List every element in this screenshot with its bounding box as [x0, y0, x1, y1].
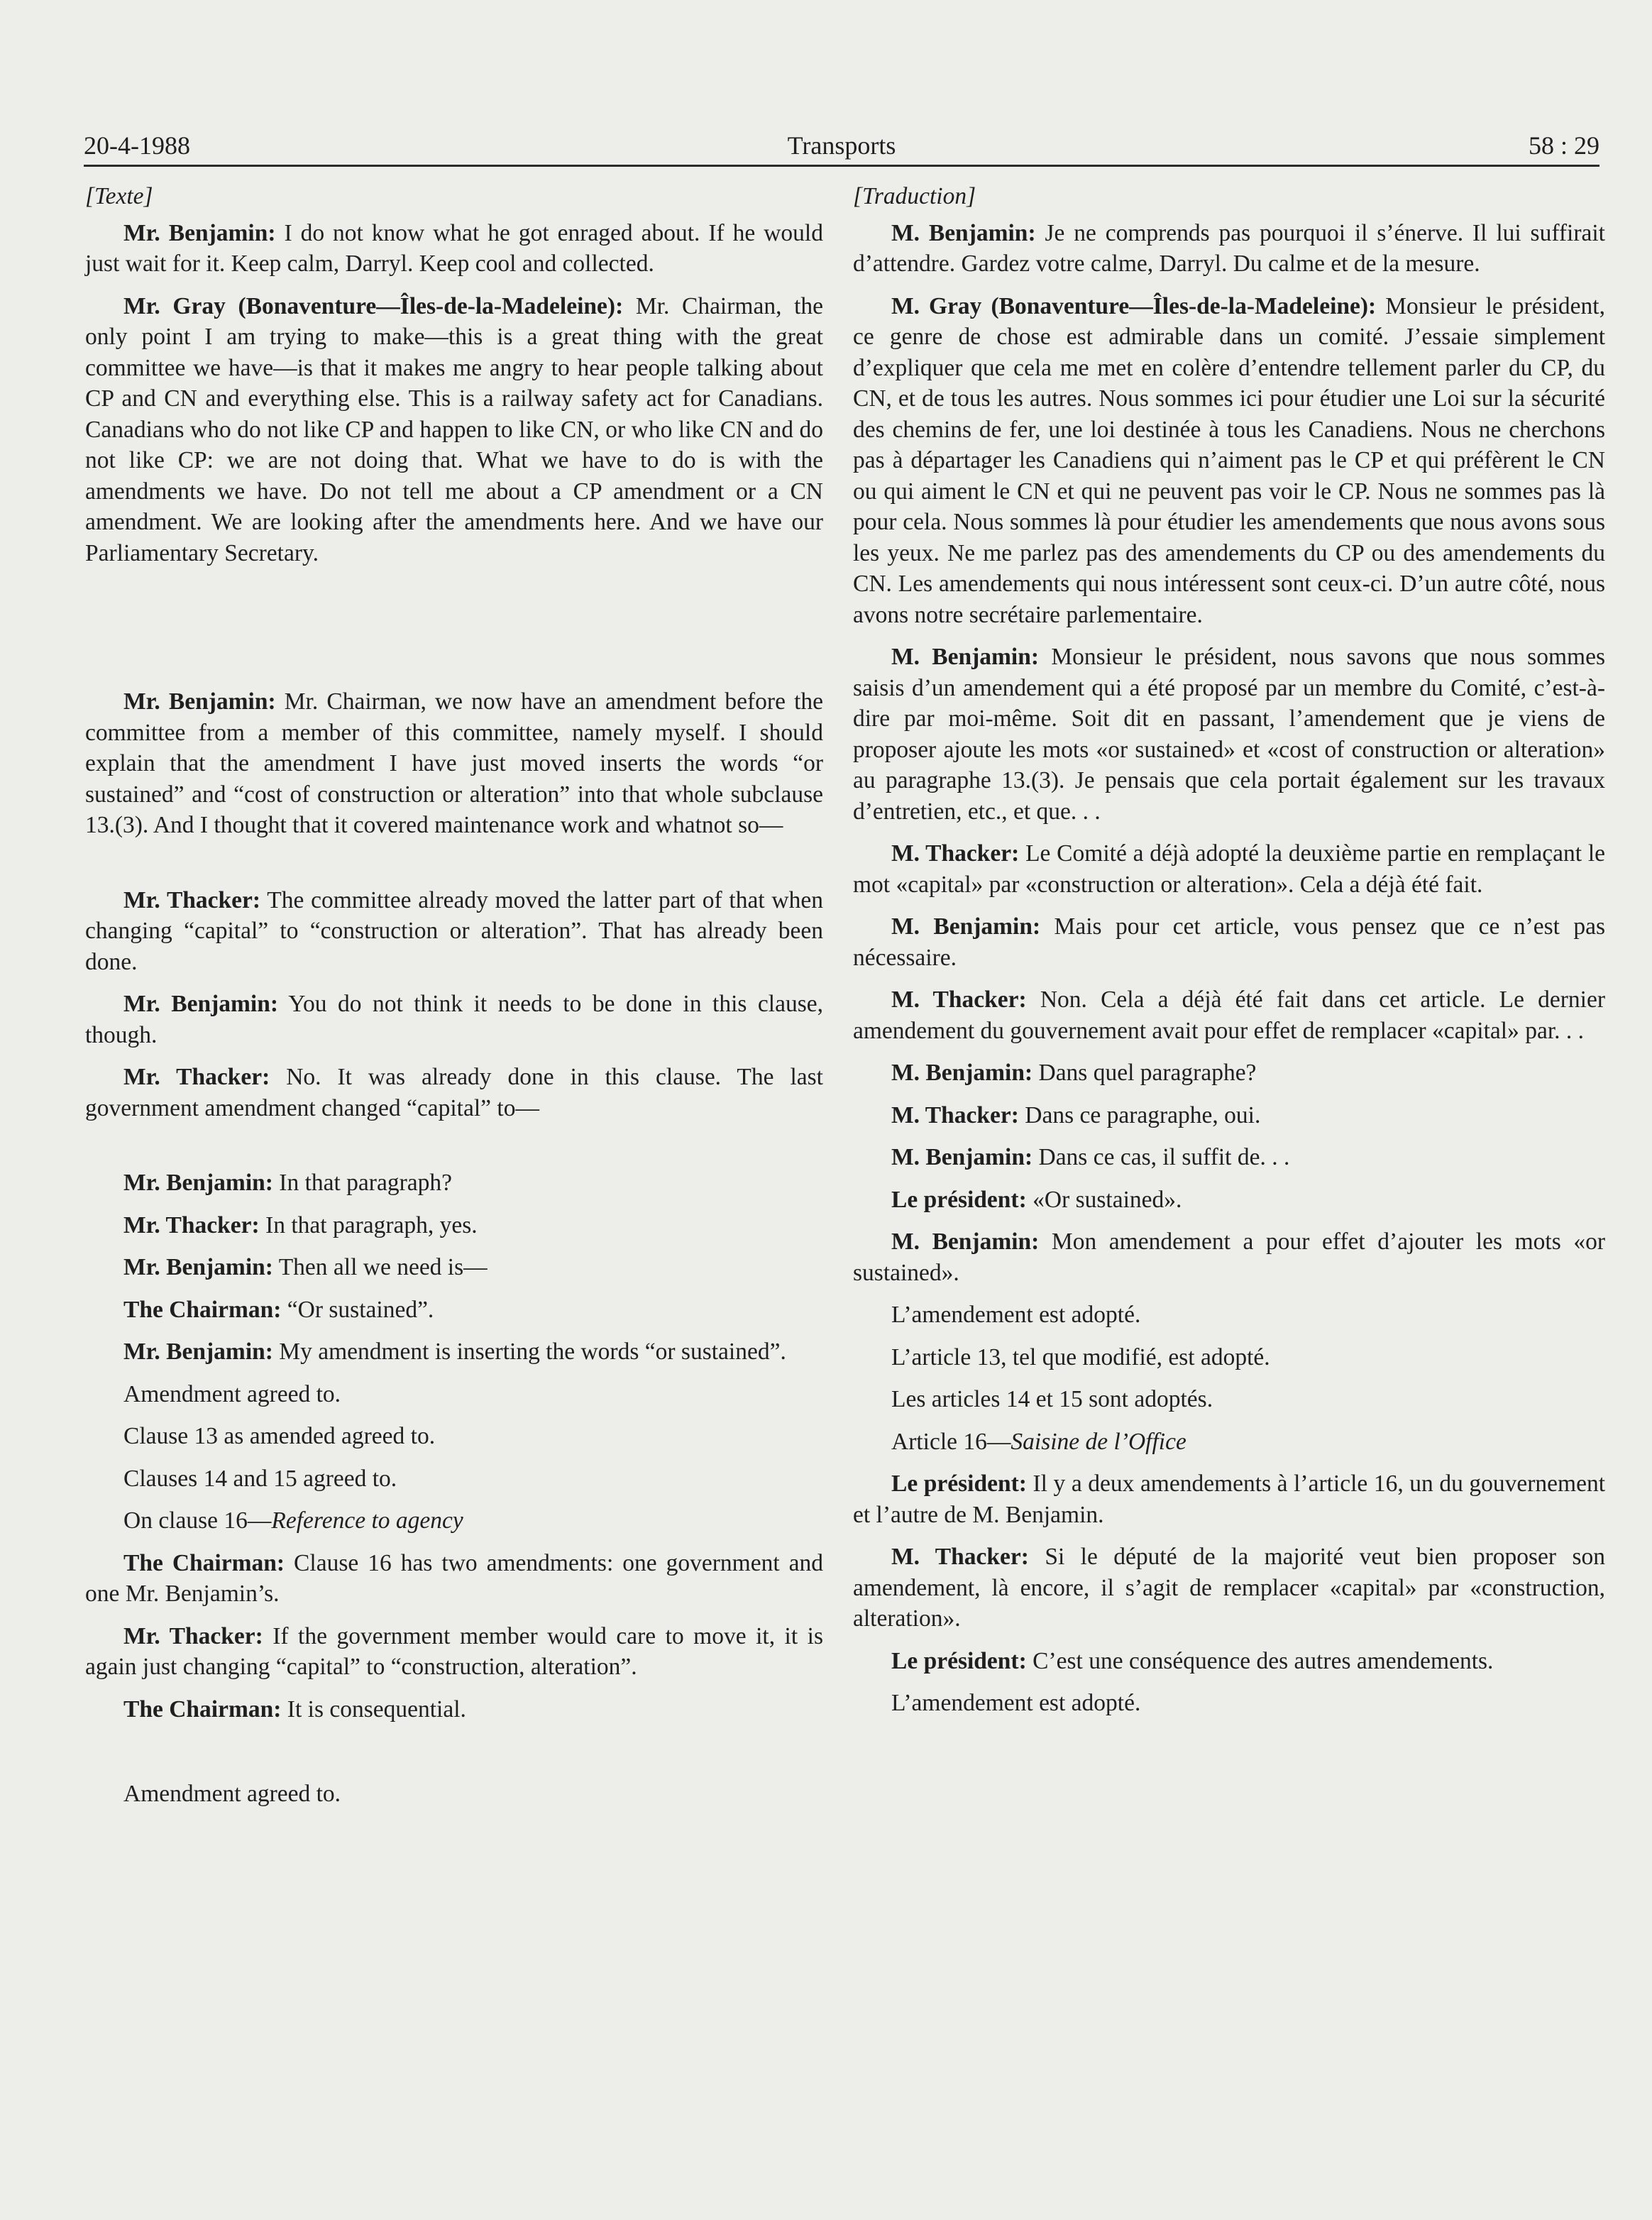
procedural-note: Clauses 14 and 15 agreed to. [123, 1465, 397, 1492]
speaker: Le président: [891, 1186, 1027, 1213]
paragraph [853, 1468, 1605, 1530]
speech: Il y a deux amendements à l’article 16, un du gouvernement et l’autre de M. Benjamin. [853, 1471, 1606, 1528]
speech: Clause 16 has two amendments: one government and one Mr. Benjamin’s. [85, 1549, 823, 1607]
speech: Monsieur le président, ce genre de chose est admirable dans un comité. J’essaie simplement d’expliquer que cela me met en colère d’entendre tellement parler du CP, du CN, et de tous les autres. Nous sommes ici pour étudier une Loi sur la sécurité des chemins de fer, une loi destinée à tous les Canadiens. Nous ne cherchons pas à départager les Canadiens qui n’aiment pas le CP et qui préfèrent le CN ou qui aiment le CN et qui ne peuvent pas voir le CP. Nous ne sommes pas là pour cela. Nous sommes là pour étudier les amendements que nous avons sous les yeux. Ne me parlez pas des amendements du CP ou des amendements du CN. Les amendements qui nous intéressent sont ceux-ci. D’un autre côté, nous avons notre secrétaire parlementaire. [853, 292, 1605, 628]
paragraph [85, 1621, 823, 1683]
speaker: M. Benjamin: [891, 1229, 1040, 1255]
paragraph [853, 218, 1605, 280]
speaker: M. Benjamin: [891, 644, 1040, 670]
speech: Mon amendement a pour effet d’ajouter les mots «or sustained». [853, 1229, 1605, 1286]
paragraph [853, 1646, 1605, 1677]
speech: If the government member would care to move it, it is again just changing “capital” to “construction, alteration”. [85, 1622, 823, 1680]
procedural-note: L’article 13, tel que modifié, est adopté. [891, 1343, 1270, 1370]
paragraph [853, 1057, 1605, 1089]
speaker: The Chairman: [123, 1296, 282, 1323]
clause-intro: On clause 16— [123, 1507, 272, 1534]
spacer [85, 1135, 823, 1167]
speech: C’est une conséquence des autres amendements. [1026, 1647, 1494, 1674]
english-column [85, 181, 823, 1821]
procedural-note: Amendment agreed to. [123, 1781, 341, 1807]
speech: Dans quel paragraphe? [1032, 1060, 1257, 1086]
speaker: M. Thacker: [891, 1101, 1019, 1128]
speech: Le Comité a déjà adopté la deuxième partie en remplaçant le mot «capital» par «construction or alteration». Cela a déjà été fait. [853, 840, 1606, 898]
paragraph [85, 1062, 823, 1123]
speech: “Or sustained”. [281, 1296, 434, 1323]
speech: Mr. Chairman, the only point I am trying to make—this is a great thing with the great committee we have—is that it makes me angry to hear people talking about CP and CN and everything else. This is a railway safety act for Canadians. Canadians who do not like CP and happen to like CN, or who like CN and do not like CP: we are not doing that. What we have to do is with the amendments we have. Do not tell me about a CP amendment or a CN amendment. We are looking after the amendments here. And we have our Parliamentary Secretary. [85, 292, 824, 566]
paragraph [85, 1694, 823, 1725]
speaker: Mr. Benjamin: [123, 219, 276, 246]
speaker: Mr. Gray (Bonaventure—Îles-de-la-Madeleine): [123, 292, 624, 319]
paragraph [853, 642, 1605, 827]
speaker: Mr. Thacker: [123, 1211, 260, 1238]
speech: No. It was already done in this clause. The last government amendment changed “capital” to— [85, 1064, 823, 1121]
speaker: M. Benjamin: [891, 913, 1041, 940]
speaker: Mr. Benjamin: [123, 1254, 273, 1280]
procedural-note [853, 1427, 1605, 1458]
paragraph [85, 291, 823, 569]
speech: Non. Cela a déjà été fait dans cet article. Le dernier amendement du gouvernement avait pour effet de remplacer «capital» par. . . [853, 987, 1605, 1044]
procedural-note: L’amendement est adopté. [891, 1690, 1141, 1716]
speech: The committee already moved the latter part of that when changing “capital” to “construction or alteration”. That has already been done. [85, 886, 823, 975]
speaker: M. Thacker: [891, 987, 1027, 1013]
paragraph [85, 1210, 823, 1241]
speech: In that paragraph, yes. [259, 1211, 478, 1238]
speech: Si le député de la majorité veut bien proposer son amendement, là encore, il s’agit de remplacer «capital» par «construction, alteration». [853, 1544, 1605, 1632]
speech: Mr. Chairman, we now have an amendment before the committee from a member of this committee, namely myself. I should explain that the amendment I have just moved inserts the words “or sustained” and “cost of construction or alteration” into that whole subclause 13.(3). And I thought that it covered maintenance work and whatnot so— [85, 688, 823, 838]
procedural-note: L’amendement est adopté. [891, 1302, 1141, 1328]
speech: You do not think it needs to be done in this clause, though. [85, 991, 823, 1048]
clause-intro: Article 16— [891, 1428, 1011, 1455]
speaker: Mr. Benjamin: [123, 688, 276, 715]
spacer [85, 852, 823, 885]
spacer [85, 1736, 823, 1779]
paragraph [853, 1185, 1605, 1216]
procedural-note: Les articles 14 et 15 sont adoptés. [891, 1386, 1213, 1412]
paragraph [853, 838, 1605, 900]
speech: Dans ce cas, il suffit de. . . [1032, 1144, 1290, 1170]
paragraph [85, 989, 823, 1050]
speech: Dans ce paragraphe, oui. [1018, 1101, 1261, 1128]
speech: I do not know what he got enraged about. If he would just wait for it. Keep calm, Darryl. Keep cool and collected. [85, 219, 823, 277]
speech: Monsieur le président, nous savons que nous sommes saisis d’un amendement qui a été proposé par un membre du Comité, c’est-à-dire par moi-même. Soit dit en passant, l’amendement que je viens de proposer ajoute les mots «or sustained» et «cost of construction or alteration» au paragraphe 13.(3). Je pensais que cela portait également sur les travaux d’entretien, etc., et que. . . [853, 644, 1605, 825]
speaker: M. Thacker: [891, 1544, 1029, 1570]
paragraph [85, 1252, 823, 1283]
speaker: M. Benjamin: [891, 219, 1036, 246]
speech: «Or sustained». [1026, 1186, 1182, 1213]
header-date: 20-4-1988 [84, 131, 190, 160]
speaker: The Chairman: [123, 1696, 282, 1722]
speaker: Mr. Thacker: [123, 1064, 270, 1090]
speaker: Le président: [891, 1647, 1027, 1674]
paragraph [853, 291, 1605, 631]
paragraph [85, 1548, 823, 1610]
speaker: M. Benjamin: [891, 1060, 1033, 1086]
speaker: Mr. Benjamin: [123, 991, 278, 1017]
header-page-number: 58 : 29 [1528, 131, 1599, 160]
speech: It is consequential. [281, 1696, 466, 1722]
paragraph [853, 1142, 1605, 1173]
speaker: The Chairman: [123, 1549, 285, 1576]
spacer [85, 580, 823, 686]
speech: Then all we need is— [272, 1254, 488, 1280]
header-title: Transports [787, 131, 896, 160]
page-header [84, 121, 1599, 167]
paragraph [85, 686, 823, 841]
speaker: M. Gray (Bonaventure—Îles-de-la-Madeleine): [891, 292, 1377, 319]
speaker: M. Benjamin: [891, 1144, 1033, 1170]
speech: My amendment is inserting the words “or sustained”. [272, 1339, 786, 1365]
speaker: Mr. Benjamin: [123, 1170, 273, 1196]
french-column [853, 181, 1605, 1730]
speaker: M. Thacker: [891, 840, 1020, 867]
procedural-note: Amendment agreed to. [123, 1380, 341, 1407]
column-label: [Texte] [85, 183, 153, 209]
speaker: Mr. Thacker: [123, 1622, 263, 1649]
speaker: Le président: [891, 1471, 1027, 1497]
paragraph [853, 984, 1605, 1046]
clause-heading: Saisine de l’Office [1011, 1428, 1186, 1455]
speaker: Mr. Thacker: [123, 886, 261, 913]
speech: In that paragraph? [272, 1170, 452, 1196]
paragraph [85, 1295, 823, 1326]
paragraph [853, 911, 1605, 973]
paragraph [853, 1226, 1605, 1288]
paragraph [85, 1167, 823, 1199]
paragraph [853, 1100, 1605, 1131]
column-label: [Traduction] [853, 183, 976, 209]
paragraph [85, 1336, 823, 1368]
clause-heading: Reference to agency [271, 1507, 463, 1534]
speaker: Mr. Benjamin: [123, 1339, 273, 1365]
speech: Mais pour cet article, vous pensez que ce n’est pas nécessaire. [853, 913, 1605, 971]
speech: Je ne comprends pas pourquoi il s’énerve. Il lui suffirait d’attendre. Gardez votre calme, Darryl. Du calme et de la mesure. [853, 219, 1605, 277]
paragraph [85, 218, 823, 280]
procedural-note [85, 1505, 823, 1537]
paragraph [853, 1542, 1605, 1634]
procedural-note: Clause 13 as amended agreed to. [123, 1423, 436, 1449]
paragraph [85, 885, 823, 978]
